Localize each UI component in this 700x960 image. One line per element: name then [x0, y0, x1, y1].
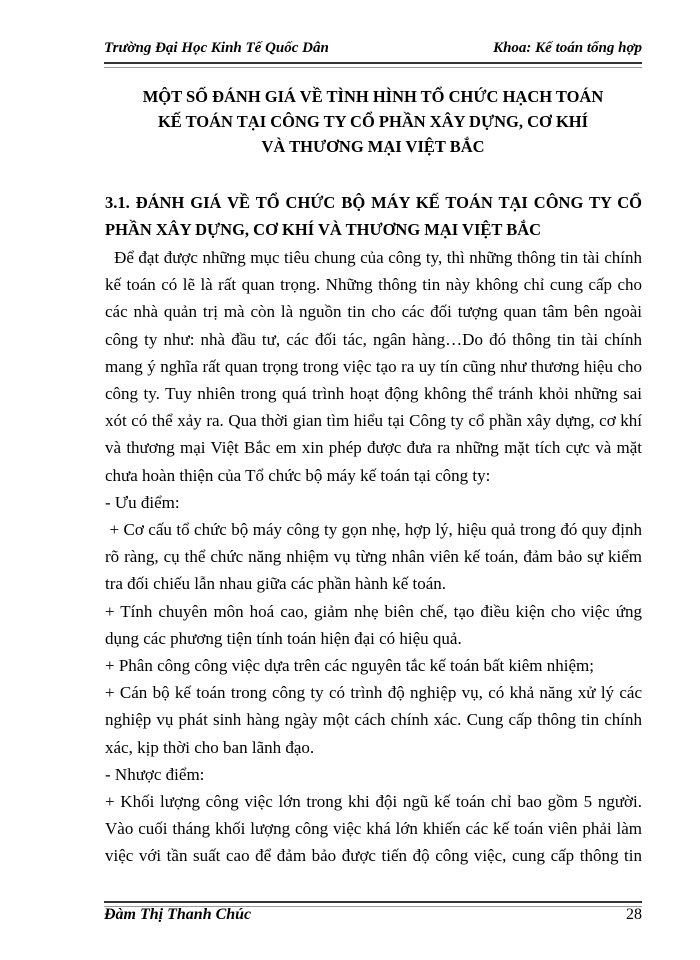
body-line: Vào cuối tháng khối lượng công việc khá lớn khiến các kế toán viên phải làm — [105, 819, 642, 839]
section-heading-line: PHẦN XÂY DỰNG, CƠ KHÍ VÀ THƯƠNG MẠI VIỆT BẮC — [105, 220, 542, 239]
section-heading-line: 3.1. ĐÁNH GIÁ VỀ TỔ CHỨC BỘ MÁY KẾ TOÁN TẠI CÔNG TY CỔ — [105, 193, 642, 212]
body-line: + Cơ cấu tổ chức bộ máy công ty gọn nhẹ, hợp lý, hiệu quả trong đó quy định — [105, 520, 642, 540]
page-footer — [104, 906, 642, 924]
body-line: chưa hoàn thiện của Tổ chức bộ máy kế toán tại công ty: — [105, 465, 491, 485]
header-department: Khoa: Kế toán tổng hợp — [493, 40, 642, 56]
body-line: + Tính chuyên môn hoá cao, giảm nhẹ biên chế, tạo điều kiện cho việc ứng — [105, 601, 642, 621]
body-line: + Phân công công việc dựa trên các nguyên tắc kế toán bất kiêm nhiệm; — [105, 656, 594, 676]
body-line: công ty. Tuy nhiên trong quá trình hoạt động không thể tránh khỏi những sai — [105, 384, 642, 404]
body-line: + Khối lượng công việc lớn trong khi đội ngũ kế toán chỉ bao gồm 5 người. — [105, 792, 642, 812]
body-line: tra đối chiếu lẫn nhau giữa các phần hành kế toán. — [105, 574, 447, 594]
body-line: mang ý nghĩa rất quan trọng trong việc tạo ra uy tín cũng như thương hiệu cho — [105, 356, 642, 376]
body-text — [105, 244, 642, 870]
body-line: dụng các phương tiện tính toán hiện đại có hiệu quả. — [105, 628, 462, 648]
title-line: VÀ THƯƠNG MẠI VIỆT BẮC — [261, 137, 485, 156]
document-title — [104, 84, 642, 159]
body-line: các nhà quản trị mà còn là nguồn tin cho các đối tượng quan tâm bên ngoài — [105, 302, 642, 322]
body-line: + Cán bộ kế toán trong công ty có trình độ nghiệp vụ, có khả năng xử lý các — [105, 683, 642, 703]
footer-author: Đàm Thị Thanh Chúc — [104, 906, 252, 923]
header-divider — [104, 62, 642, 68]
title-line: MỘT SỐ ĐÁNH GIÁ VỀ TÌNH HÌNH TỔ CHỨC HẠCH TOÁN — [142, 87, 604, 106]
section-heading — [105, 189, 642, 243]
title-line: KẾ TOÁN TẠI CÔNG TY CỔ PHẦN XÂY DỰNG, CƠ KHÍ — [157, 112, 589, 131]
header-university: Trường Đại Học Kinh Tế Quốc Dân — [104, 40, 329, 56]
body-line: kế toán có lẽ là rất quan trọng. Những thông tin này không chỉ cung cấp cho — [105, 275, 642, 295]
page-header — [104, 40, 642, 62]
page-number: 28 — [626, 906, 642, 923]
body-line: - Nhược điểm: — [105, 764, 205, 784]
body-line: nghiệp vụ phát sinh hàng ngày một cách chính xác. Cung cấp thông tin chính — [105, 710, 642, 730]
body-line: công ty như: nhà đầu tư, các đối tác, ngân hàng…Do đó thông tin tài chính — [105, 329, 642, 349]
body-line: xót có thể xảy ra. Qua thời gian tìm hiểu tại Công ty cổ phần xây dựng, cơ khí — [105, 411, 642, 431]
body-line: xác, kịp thời cho ban lãnh đạo. — [105, 737, 315, 757]
body-line: rõ ràng, cụ thể chức năng nhiệm vụ từng nhân viên kế toán, đảm bảo sự kiểm — [105, 547, 642, 567]
body-line: Để đạt được những mục tiêu chung của công ty, thì những thông tin tài chính — [105, 248, 642, 267]
body-line: việc với tần suất cao để đảm bảo được tiến độ công việc, cung cấp thông tin — [105, 846, 642, 866]
body-line: và thương mại Việt Bắc em xin phép được đưa ra những mặt tích cực và mặt — [105, 438, 642, 458]
body-line: - Ưu điểm: — [105, 492, 180, 512]
